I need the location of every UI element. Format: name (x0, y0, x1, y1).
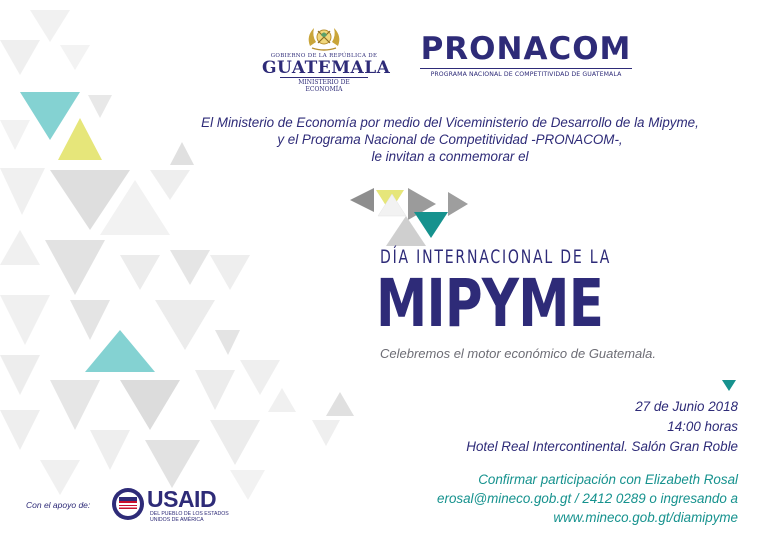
triangle (195, 370, 235, 410)
event-tagline: Celebremos el motor económico de Guatemala. (380, 346, 657, 361)
event-time: 14:00 horas (667, 419, 738, 434)
triangle (90, 430, 130, 470)
rsvp-contact: Confirmar participación con Elizabeth Rosal (478, 472, 738, 487)
triangle (120, 255, 160, 290)
usaid-name: USAID (147, 486, 217, 512)
triangle (240, 360, 280, 395)
event-date: 27 de Junio 2018 (635, 399, 738, 414)
guatemala-government-logo (262, 22, 391, 96)
triangle (170, 250, 210, 285)
support-label: Con el apoyo de: (26, 500, 91, 510)
triangle (0, 40, 40, 75)
pronacom-logo-name: PRONACOM (420, 31, 632, 67)
rsvp-block (437, 470, 738, 527)
guatemala-logo-top-line: GOBIERNO DE LA REPÚBLICA DE (270, 53, 378, 59)
event-title-mipyme: MIPYME (376, 265, 604, 342)
triangles-logo-icon (348, 186, 468, 246)
pronacom-logo (420, 32, 632, 92)
triangle (30, 10, 70, 42)
triangle (0, 410, 40, 450)
triangle (0, 230, 40, 265)
triangle (0, 355, 40, 395)
triangle-down-icon (722, 380, 736, 391)
rsvp-url[interactable]: www.mineco.gob.gt/diamipyme (553, 510, 738, 525)
usaid-subtitle: DEL PUEBLO DE LOS ESTADOS UNIDOS DE AMÉRICA (150, 511, 229, 523)
triangle (230, 470, 265, 500)
rsvp-email-phone[interactable]: erosal@mineco.gob.gt / 2412 0289 o ingresando a (437, 491, 738, 506)
triangle (120, 380, 180, 430)
guatemala-logo-ministry: MINISTERIO DE ECONOMÍA (280, 77, 368, 93)
triangle (50, 380, 100, 430)
triangle (210, 255, 250, 290)
triangle (215, 330, 240, 355)
invitation-line: El Ministerio de Economía por medio del Viceministerio de Desarrollo de la Mipyme, (201, 115, 699, 130)
triangle (155, 300, 215, 350)
guatemala-coat-of-arms-icon (304, 22, 344, 52)
triangle (0, 168, 45, 215)
event-details (466, 397, 738, 457)
triangle (88, 95, 112, 118)
pronacom-logo-subtitle: PROGRAMA NACIONAL DE COMPETITIVIDAD DE GUATEMALA (420, 68, 632, 78)
triangle (60, 45, 90, 70)
usaid-seal-icon (111, 487, 145, 521)
invitation-line: y el Programa Nacional de Competitividad -PRONACOM-, (277, 132, 623, 147)
event-title-line1: DÍA INTERNACIONAL DE LA (380, 246, 612, 268)
triangle (150, 170, 190, 200)
guatemala-logo-name: GUATEMALA (262, 58, 391, 78)
invitation-text (150, 114, 750, 165)
triangle (70, 300, 110, 340)
triangle (210, 420, 260, 465)
triangle (58, 118, 102, 160)
triangle (85, 330, 155, 372)
triangle (312, 420, 340, 446)
event-venue: Hotel Real Intercontinental. Salón Gran Roble (466, 439, 738, 454)
triangle (45, 240, 105, 295)
triangle (0, 120, 30, 150)
invitation-line: le invitan a conmemorar el (371, 149, 529, 164)
triangle (145, 440, 200, 488)
triangle (326, 392, 354, 416)
triangle (40, 460, 80, 495)
triangle (20, 92, 80, 140)
triangle (268, 388, 296, 412)
triangle (0, 295, 50, 345)
